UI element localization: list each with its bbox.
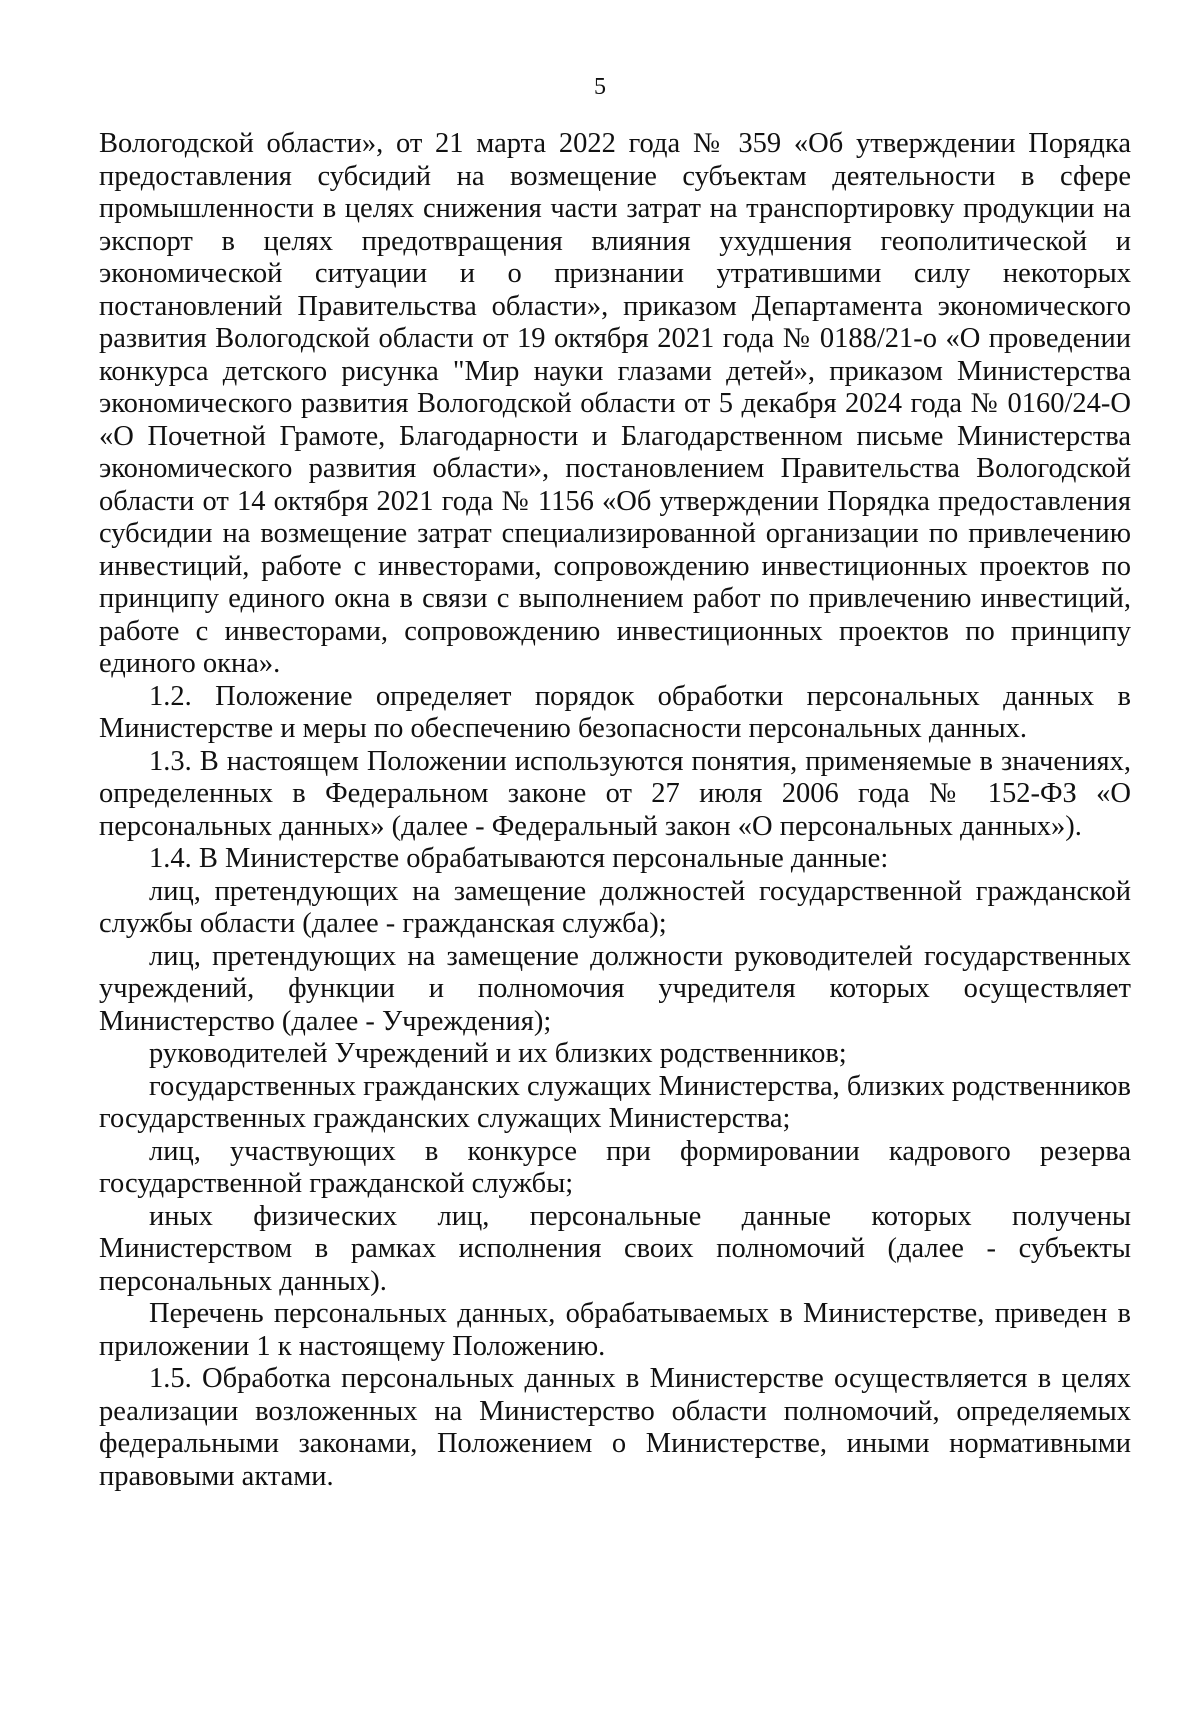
paragraph-data-list-reference: Перечень персональных данных, обрабатываемых в Министерстве, приведен в приложении 1 к настоящему Положению. <box>99 1298 1131 1362</box>
list-item-candidates-heads: лиц, претендующих на замещение должности руководителей государственных учреждений, функции и полномочия учредителя которых осуществляет Министерство (далее - Учреждения); <box>99 940 1131 1037</box>
paragraph-1-4: 1.4. В Министерстве обрабатываются персональные данные: <box>149 843 889 874</box>
paragraph-1-3: 1.3. В настоящем Положении используются понятия, применяемые в значениях, определенных в Федеральном законе от 27 июля 2006 года № 152-ФЗ «О персональных данных» (далее - Федеральный закон «О персональных данных»). <box>99 745 1131 842</box>
document-body <box>99 128 1131 1493</box>
paragraph-1-5: 1.5. Обработка персональных данных в Министерстве осуществляется в целях реализации возложенных на Министерство области полномочий, определяемых федеральными законами, Положением о Министерстве, иными нормативными правовыми актами. <box>99 1363 1131 1492</box>
page-number: 5 <box>594 74 606 100</box>
paragraph-1-2: 1.2. Положение определяет порядок обработки персональных данных в Министерстве и меры по обеспечению безопасности персональных данных. <box>99 680 1131 744</box>
list-item-civil-servants: государственных гражданских служащих Министерства, близких родственников государственных гражданских служащих Министерства; <box>99 1070 1131 1134</box>
paragraph-continuation: Вологодской области», от 21 марта 2022 года № 359 «Об утверждении Порядка предоставления субсидий на возмещение субъектам деятельности в сфере промышленности в целях снижения части затрат на транспортировку продукции на экспорт в целях предотвращения влияния ухудшения геополитической и экономической ситуации и о признании утратившими силу некоторых постановлений Правительства области», приказом Департамента экономического развития Вологодской области от 19 октября 2021 года № 0188/21-о «О проведении конкурса детского рисунка "Мир науки глазами детей», приказом Министерства экономического развития Вологодской области от 5 декабря 2024 года № 0160/24-О «О Почетной Грамоте, Благодарности и Благодарственном письме Министерства экономического развития области», постановлением Правительства Вологодской области от 14 октября 2021 года № 1156 «Об утверждении Порядка предоставления субсидии на возмещение затрат специализированной организации по привлечению инвестиций, работе с инвесторами, сопровождению инвестиционных проектов по принципу единого окна в связи с выполнением работ по привлечению инвестиций, работе с инвесторами, сопровождению инвестиционных проектов по принципу единого окна». <box>99 128 1131 679</box>
list-item-heads-relatives: руководителей Учреждений и их близких родственников; <box>149 1038 847 1069</box>
list-item-reserve-contest: лиц, участвующих в конкурсе при формировании кадрового резерва государственной гражданской службы; <box>99 1135 1131 1199</box>
list-item-candidates-civil-service: лиц, претендующих на замещение должностей государственной гражданской службы области (далее - гражданская служба); <box>99 875 1131 939</box>
list-item-other-persons: иных физических лиц, персональные данные которых получены Министерством в рамках исполнения своих полномочий (далее - субъекты персональных данных). <box>99 1200 1131 1297</box>
